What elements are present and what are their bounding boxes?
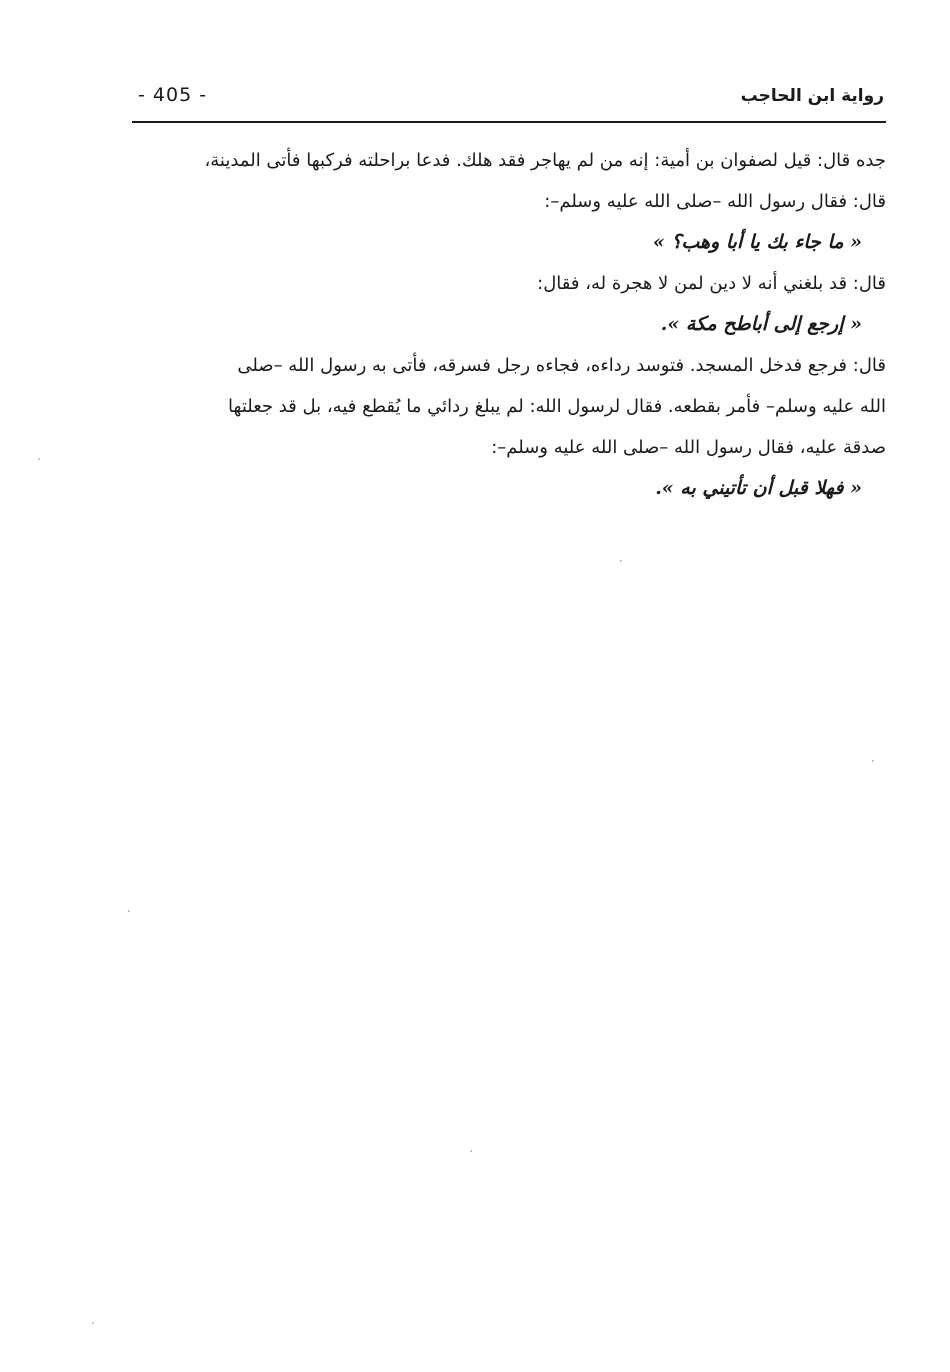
scan-speck xyxy=(872,760,874,762)
scan-speck xyxy=(620,560,622,562)
hadith-quote: « ما جاء بك يا أبا وهب؟ » xyxy=(652,231,862,253)
text-line: جده قال: قيل لصفوان بن أمية: إنه من لم يهاجر فقد هلك. فدعا براحلته فركبها فأتى المدينة، xyxy=(204,150,886,171)
header-rule xyxy=(132,121,886,123)
text-line: قال: فرجع فدخل المسجد. فتوسد رداءه، فجاءه رجل فسرقه، فأتى به رسول الله –صلى xyxy=(237,355,886,376)
text-line: صدقة عليه، فقال رسول الله –صلى الله عليه وسلم–: xyxy=(491,437,886,458)
scan-speck xyxy=(128,910,130,912)
page-number: - 405 - xyxy=(138,84,208,106)
hadith-quote: « فهلا قبل أن تأتيني به ». xyxy=(655,477,862,499)
text-line: قال: فقال رسول الله –صلى الله عليه وسلم–: xyxy=(544,191,886,212)
scan-speck xyxy=(470,1150,472,1152)
scan-speck xyxy=(38,458,40,460)
body-text xyxy=(132,140,886,509)
hadith-quote: « إرجع إلى أباطح مكة ». xyxy=(660,313,862,335)
text-line: الله عليه وسلم– فأمر بقطعه. فقال لرسول الله: لم يبلغ ردائي ما يُقطع فيه، بل قد جعلتها xyxy=(228,396,886,417)
text-line: قال: قد بلغني أنه لا دين لمن لا هجرة له، فقال: xyxy=(537,273,886,294)
scan-speck xyxy=(92,1322,94,1324)
running-title: رواية ابن الحاجب xyxy=(740,86,884,106)
page-header xyxy=(132,82,886,118)
